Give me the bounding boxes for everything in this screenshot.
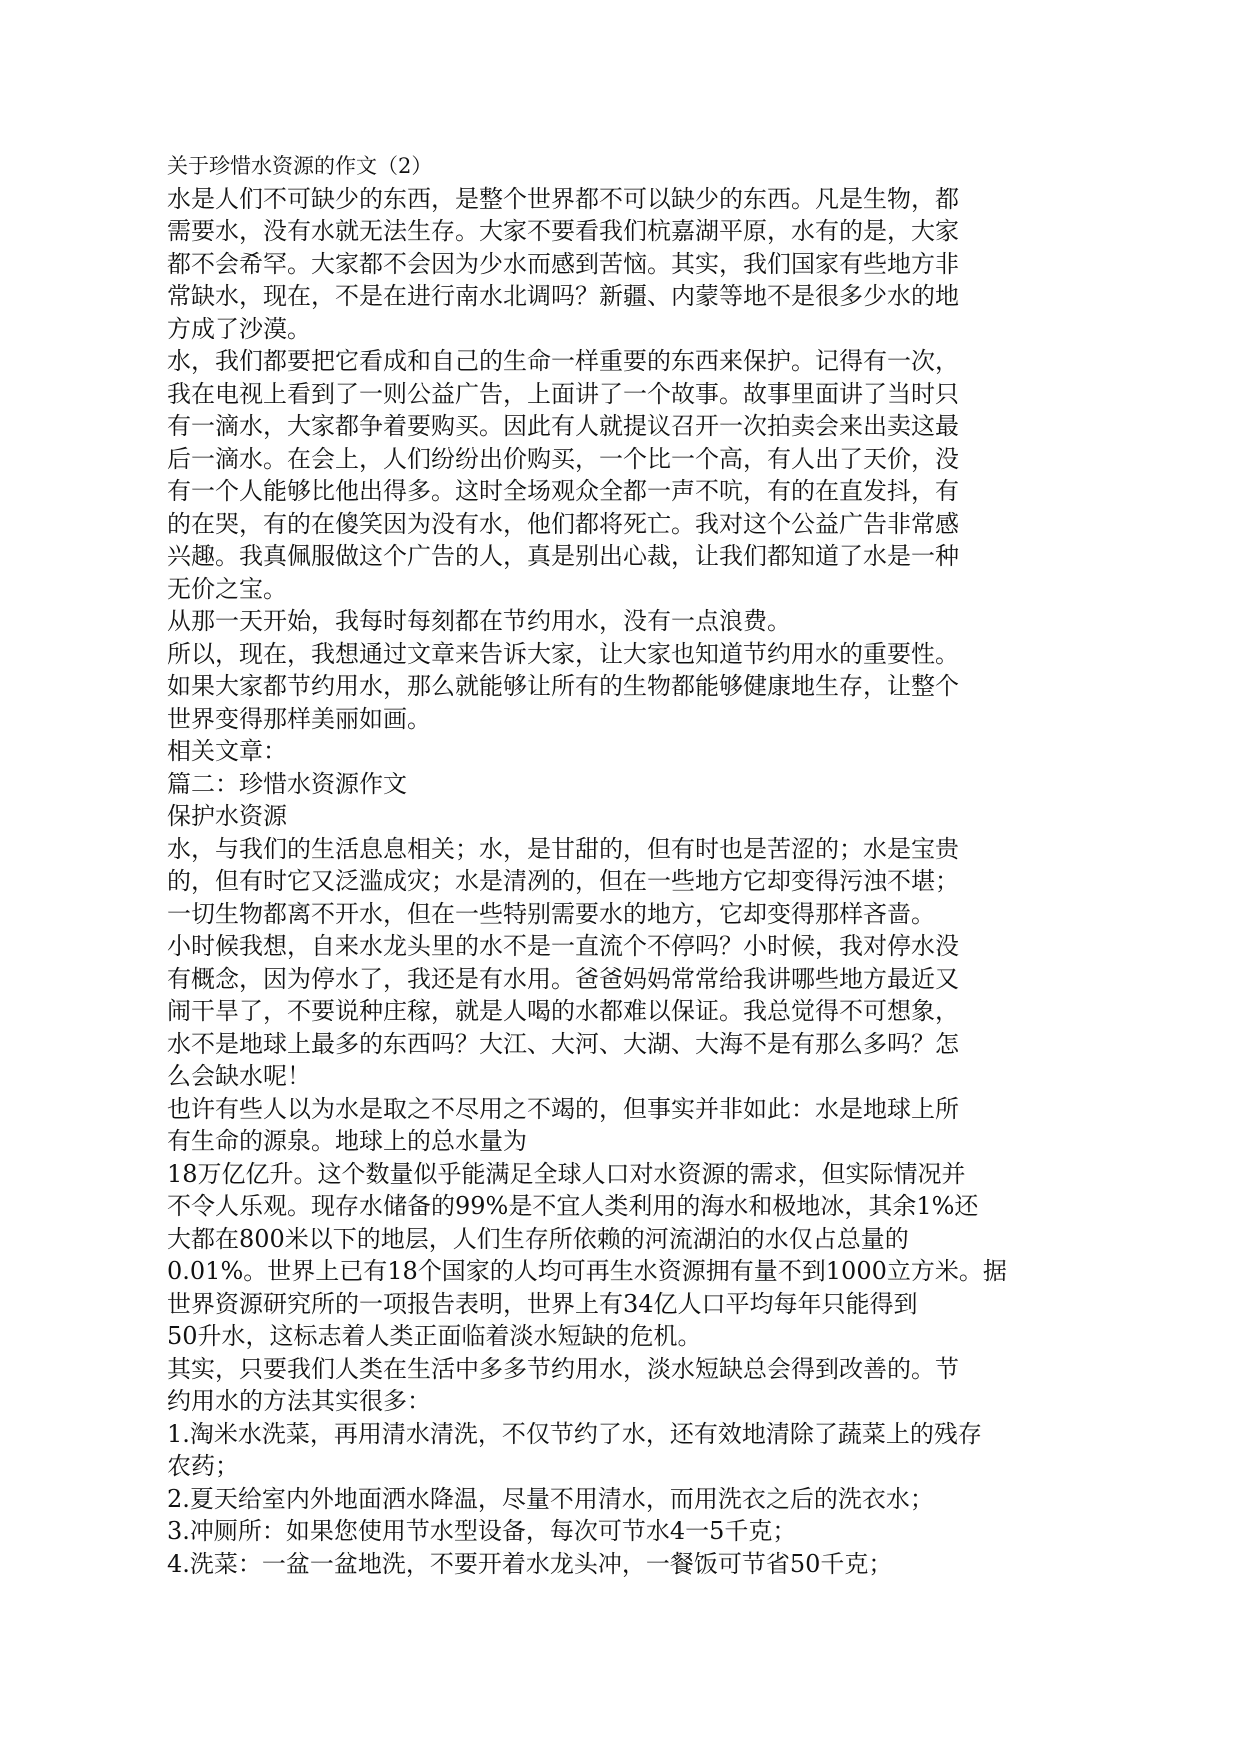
text-line: 兴趣。我真佩服做这个广告的人，真是别出心裁，让我们都知道了水是一种 bbox=[167, 542, 959, 570]
text-line: 一切生物都离不开水，但在一些特别需要水的地方，它却变得那样吝啬。 bbox=[167, 899, 935, 928]
document-page bbox=[167, 150, 1067, 1580]
text-line: 如果大家都节约用水，那么就能够让所有的生物都能够健康地生存，让整个 bbox=[167, 672, 959, 700]
text-line: 0.01%。世界上已有18个国家的人均可再生水资源拥有量不到1000立方米。据 bbox=[167, 1257, 1007, 1285]
text-line: 相关文章： bbox=[167, 737, 287, 765]
text-line: 从那一天开始，我每时每刻都在节约用水，没有一点浪费。 bbox=[167, 607, 791, 635]
text-line: 闹干旱了，不要说种庄稼，就是人喝的水都难以保证。我总觉得不可想象， bbox=[167, 997, 959, 1025]
text-line: 所以，现在，我想通过文章来告诉大家，让大家也知道节约用水的重要性。 bbox=[167, 639, 959, 668]
text-line: 3.冲厕所：如果您使用节水型设备，每次可节水4一5千克； bbox=[167, 1517, 797, 1545]
text-line: 水，与我们的生活息息相关；水，是甘甜的，但有时也是苦涩的；水是宝贵 bbox=[167, 834, 959, 863]
text-line: 么会缺水呢！ bbox=[167, 1062, 311, 1090]
text-line: 都不会希罕。大家都不会因为少水而感到苦恼。其实，我们国家有些地方非 bbox=[167, 249, 959, 278]
text-line: 需要水，没有水就无法生存。大家不要看我们杭嘉湖平原，水有的是，大家 bbox=[167, 217, 959, 245]
text-line: 后一滴水。在会上，人们纷纷出价购买，一个比一个高，有人出了天价，没 bbox=[167, 444, 959, 473]
text-line: 有生命的源泉。地球上的总水量为 bbox=[167, 1127, 527, 1155]
text-line: 大都在800米以下的地层，人们生存所依赖的河流湖泊的水仅占总量的 bbox=[167, 1224, 909, 1253]
text-line: 的在哭，有的在傻笑因为没有水，他们都将死亡。我对这个公益广告非常感 bbox=[167, 509, 959, 538]
text-line: 18万亿亿升。这个数量似乎能满足全球人口对水资源的需求，但实际情况并 bbox=[167, 1159, 966, 1188]
text-line: 篇二：珍惜水资源作文 bbox=[167, 769, 407, 798]
text-line: 4.洗菜：一盆一盆地洗，不要开着水龙头冲，一餐饭可节省50千克； bbox=[167, 1549, 893, 1578]
text-line: 也许有些人以为水是取之不尽用之不竭的，但事实并非如此：水是地球上所 bbox=[167, 1094, 959, 1123]
text-line: 水，我们都要把它看成和自己的生命一样重要的东西来保护。记得有一次， bbox=[167, 347, 959, 375]
text-line: 约用水的方法其实很多： bbox=[167, 1387, 431, 1415]
text-line: 保护水资源 bbox=[167, 802, 287, 830]
text-line: 农药； bbox=[167, 1452, 239, 1480]
text-line: 2.夏天给室内外地面洒水降温，尽量不用清水，而用洗衣之后的洗衣水； bbox=[167, 1484, 934, 1513]
text-line: 常缺水，现在，不是在进行南水北调吗？新疆、内蒙等地不是很多少水的地 bbox=[167, 282, 959, 310]
text-line: 我在电视上看到了一则公益广告，上面讲了一个故事。故事里面讲了当时只 bbox=[167, 379, 959, 408]
text-line: 世界资源研究所的一项报告表明，世界上有34亿人口平均每年只能得到 bbox=[167, 1289, 918, 1318]
text-line: 50升水，这标志着人类正面临着淡水短缺的危机。 bbox=[167, 1322, 702, 1350]
text-line: 小时候我想，自来水龙头里的水不是一直流个不停吗？小时候，我对停水没 bbox=[167, 932, 959, 960]
text-line: 方成了沙漠。 bbox=[167, 314, 311, 343]
text-line: 有概念，因为停水了，我还是有水用。爸爸妈妈常常给我讲哪些地方最近又 bbox=[167, 964, 959, 993]
text-line: 世界变得那样美丽如画。 bbox=[167, 704, 431, 733]
text-line: 水不是地球上最多的东西吗？大江、大河、大湖、大海不是有那么多吗？怎 bbox=[167, 1029, 959, 1058]
text-line: 不令人乐观。现存水储备的99%是不宜人类利用的海水和极地冰，其余1%还 bbox=[167, 1192, 979, 1220]
document-title: 关于珍惜水资源的作文（2） bbox=[167, 154, 433, 178]
text-line: 的，但有时它又泛滥成灾；水是清冽的，但在一些地方它却变得污浊不堪； bbox=[167, 867, 959, 895]
document-body bbox=[167, 183, 1067, 1581]
text-line: 有一滴水，大家都争着要购买。因此有人就提议召开一次拍卖会来出卖这最 bbox=[167, 412, 959, 440]
text-line: 水是人们不可缺少的东西，是整个世界都不可以缺少的东西。凡是生物，都 bbox=[167, 184, 959, 213]
text-line: 无价之宝。 bbox=[167, 574, 287, 603]
text-line: 1.淘米水洗菜，再用清水清洗，不仅节约了水，还有效地清除了蔬菜上的残存 bbox=[167, 1419, 982, 1448]
text-line: 有一个人能够比他出得多。这时全场观众全都一声不吭，有的在直发抖，有 bbox=[167, 477, 959, 505]
text-line: 其实，只要我们人类在生活中多多节约用水，淡水短缺总会得到改善的。节 bbox=[167, 1354, 959, 1383]
